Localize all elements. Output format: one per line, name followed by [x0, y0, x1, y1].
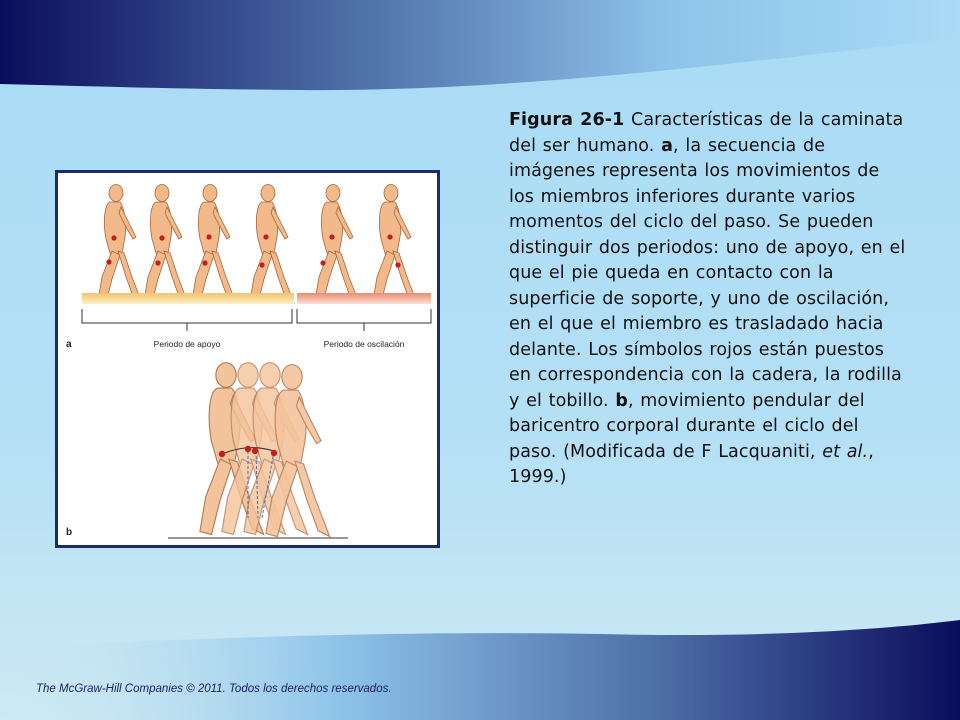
copyright-footer: The McGraw-Hill Companies © 2011. Todos los derechos reservados.	[36, 683, 392, 695]
swing-bar	[297, 293, 431, 304]
gait-illustration	[58, 173, 437, 545]
top-decorative-band	[0, 0, 960, 110]
hip-marker	[252, 448, 258, 454]
bottom-decorative-band	[0, 600, 960, 720]
panel-a-label: a	[66, 339, 72, 350]
caption-et-al: et al.	[822, 441, 869, 462]
walking-figure	[250, 185, 294, 304]
swing-bracket	[297, 309, 431, 323]
swing-period-label: Periodo de oscilación	[323, 339, 405, 349]
panel-b-label: b	[66, 527, 73, 538]
hip-marker	[271, 450, 277, 456]
caption-part-a-marker: a	[661, 135, 674, 156]
walking-figure	[373, 185, 417, 304]
walking-figure	[192, 185, 236, 304]
hip-marker	[219, 451, 225, 457]
walking-figure	[98, 185, 142, 304]
figure-panel	[55, 170, 440, 548]
hip-marker	[245, 446, 251, 452]
walking-figure	[315, 185, 359, 304]
figure-number: Figura 26-1	[509, 110, 625, 130]
stance-bracket	[82, 309, 292, 323]
caption-text: , la secuencia de imágenes representa los movimientos de los miembros inferiores durante varios momentos del ciclo del paso. Se pueden distinguir dos periodos: uno de apoyo, en el que el pie queda en contacto con la superficie de soporte, y uno de oscilación, en el que el miembro es trasladado hacia delante. Los símbolos rojos están puestos en correspondencia con la cadera, la rodilla y el tobillo.	[509, 135, 906, 411]
stance-bar	[82, 293, 294, 304]
caption-text: , movimiento pendular del baricentro corporal durante el ciclo del paso. (Modificada de F Lacquaniti,	[509, 390, 865, 462]
walking-figure	[144, 185, 188, 304]
caption-text: Características de la caminata del ser humano.	[509, 110, 904, 156]
stance-period-label: Periodo de apoyo	[153, 339, 221, 349]
caption-part-b-marker: b	[615, 390, 628, 411]
caption-text: , 1999.)	[509, 441, 874, 487]
figure-caption	[509, 108, 909, 491]
pendular-figures	[200, 363, 330, 537]
